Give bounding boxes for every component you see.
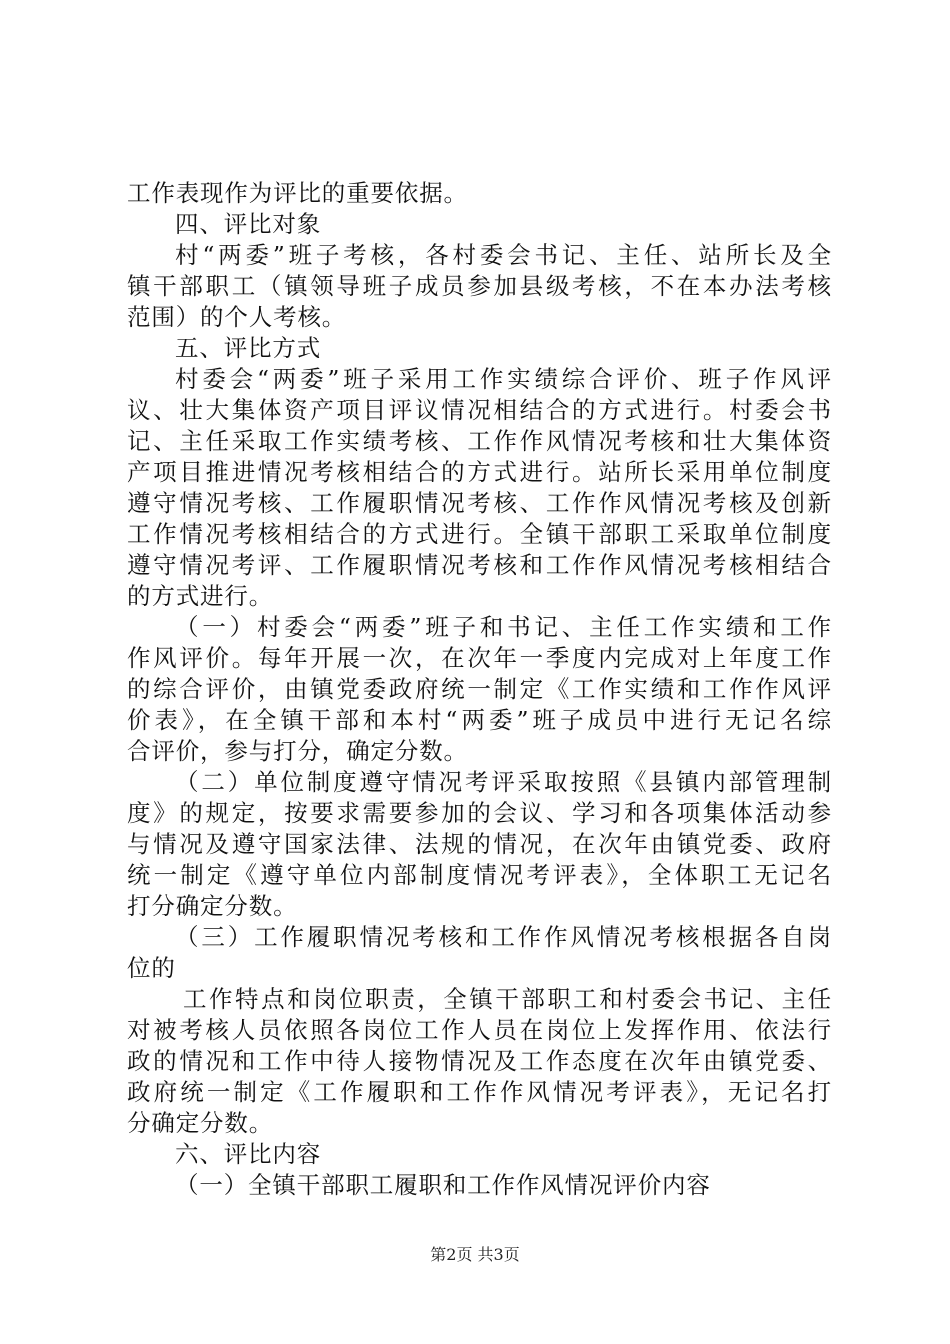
text-line: 合评价，参与打分，确定分数。 bbox=[127, 737, 468, 765]
text-line: 与情况及遵守国家法律、法规的情况，在次年由镇党委、政府 bbox=[127, 830, 832, 858]
text-line: （三）工作履职情况考核和工作作风情况考核根据各自岗 bbox=[175, 923, 832, 951]
text-line: 镇干部职工（镇领导班子成员参加县级考核，不在本办法考核 bbox=[127, 272, 832, 300]
text-line: 作风评价。每年开展一次，在次年一季度内完成对上年度工作 bbox=[127, 644, 832, 672]
text-line: 村委会“两委”班子采用工作实绩综合评价、班子作风评 bbox=[175, 365, 832, 393]
text-line: 分确定分数。 bbox=[127, 1109, 274, 1137]
text-line: 的综合评价，由镇党委政府统一制定《工作实绩和工作作风评 bbox=[127, 675, 832, 703]
text-line: 范围）的个人考核。 bbox=[127, 303, 347, 331]
section-heading: 六、评比内容 bbox=[175, 1140, 322, 1168]
text-line: （一）村委会“两委”班子和书记、主任工作实绩和工作 bbox=[175, 613, 832, 641]
text-line: 遵守情况考核、工作履职情况考核、工作作风情况考核及创新 bbox=[127, 489, 832, 517]
text-line: 村“两委”班子考核，各村委会书记、主任、站所长及全 bbox=[175, 241, 832, 269]
text-line: 记、主任采取工作实绩考核、工作作风情况考核和壮大集体资 bbox=[127, 427, 832, 455]
section-heading: 四、评比对象 bbox=[175, 210, 322, 238]
text-line: 工作特点和岗位职责，全镇干部职工和村委会书记、主任 bbox=[183, 985, 832, 1013]
text-line: 价表》，在全镇干部和本村“两委”班子成员中进行无记名综 bbox=[127, 706, 832, 734]
text-line: 打分确定分数。 bbox=[127, 892, 298, 920]
page-footer: 第2页 共3页 bbox=[430, 1245, 520, 1264]
text-line: 政的情况和工作中待人接物情况及工作态度在次年由镇党委、 bbox=[127, 1047, 832, 1075]
text-line: （一）全镇干部职工履职和工作作风情况评价内容 bbox=[175, 1171, 711, 1199]
text-line: （二）单位制度遵守情况考评采取按照《县镇内部管理制 bbox=[175, 768, 832, 796]
text-line: 遵守情况考评、工作履职情况考核和工作作风情况考核相结合 bbox=[127, 551, 832, 579]
text-line: 度》的规定，按要求需要参加的会议、学习和各项集体活动参 bbox=[127, 799, 832, 827]
text-line: 对被考核人员依照各岗位工作人员在岗位上发挥作用、依法行 bbox=[127, 1016, 832, 1044]
text-line: 产项目推进情况考核相结合的方式进行。站所长采用单位制度 bbox=[127, 458, 832, 486]
text-line: 议、壮大集体资产项目评议情况相结合的方式进行。村委会书 bbox=[127, 396, 832, 424]
text-line: 统一制定《遵守单位内部制度情况考评表》，全体职工无记名 bbox=[127, 861, 832, 889]
text-line: 工作情况考核相结合的方式进行。全镇干部职工采取单位制度 bbox=[127, 520, 832, 548]
text-line: 位的 bbox=[127, 954, 176, 982]
section-heading: 五、评比方式 bbox=[175, 334, 322, 362]
text-line: 的方式进行。 bbox=[127, 582, 274, 610]
text-line: 工作表现作为评比的重要依据。 bbox=[127, 179, 468, 207]
text-line: 政府统一制定《工作履职和工作作风情况考评表》，无记名打 bbox=[127, 1078, 832, 1106]
